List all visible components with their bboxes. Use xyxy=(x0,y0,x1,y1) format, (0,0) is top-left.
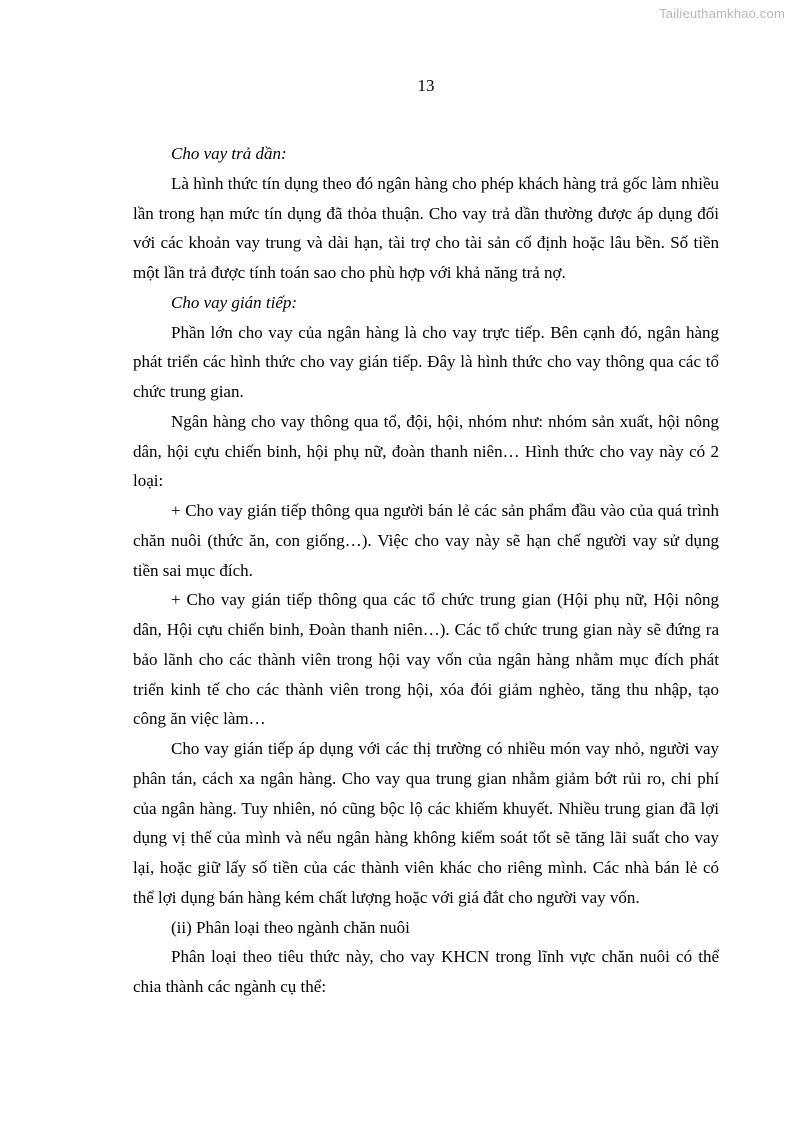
paragraph: Phân loại theo tiêu thức này, cho vay KHCN trong lĩnh vực chăn nuôi có thể chia thành các ngành cụ thể: xyxy=(133,947,719,996)
paragraph: Ngân hàng cho vay thông qua tổ, đội, hội, nhóm như: nhóm sản xuất, hội nông dân, hội cựu chiến binh, hội phụ nữ, đoàn thanh niên… Hình thức cho vay này có 2 loại: xyxy=(133,411,719,491)
watermark: Tailieuthamkhao.com xyxy=(659,6,785,21)
paragraph: Phần lớn cho vay của ngân hàng là cho vay trực tiếp. Bên cạnh đó, ngân hàng phát triển các hình thức cho vay gián tiếp. Đây là hình thức cho vay thông qua các tổ chức trung gian. xyxy=(133,322,719,401)
paragraph: Là hình thức tín dụng theo đó ngân hàng cho phép khách hàng trả gốc làm nhiều lần trong hạn mức tín dụng đã thỏa thuận. Cho vay trả dần thường được áp dụng đối với các khoản vay trung và dài hạn, tài trợ cho tài sản cố định hoặc lâu bền. Số tiền một lần trả được tính toán sao cho phù hợp với khả năng trả nợ. xyxy=(133,173,719,282)
heading-cho-vay-gian-tiep: Cho vay gián tiếp: xyxy=(171,292,298,312)
paragraph: Cho vay gián tiếp áp dụng với các thị trường có nhiều món vay nhỏ, người vay phân tán, cách xa ngân hàng. Cho vay qua trung gian nhằm giảm bớt rủi ro, chi phí của ngân hàng. Tuy nhiên, nó cũng bộc lộ các khiếm khuyết. Nhiều trung gian đã lợi dụng vị thế của mình và nếu ngân hàng không kiểm soát tốt sẽ tăng lãi suất cho vay lại, hoặc giữ lấy số tiền của các thành viên khác cho riêng mình. Các nhà bán lẻ có thể lợi dụng bán hàng kém chất lượng hoặc với giá đắt cho người vay vốn. xyxy=(133,739,719,907)
section-heading: (ii) Phân loại theo ngành chăn nuôi xyxy=(171,917,410,937)
list-item: + Cho vay gián tiếp thông qua các tổ chức trung gian (Hội phụ nữ, Hội nông dân, Hội cựu chiến binh, Đoàn thanh niên…). Các tổ chức trung gian này sẽ đứng ra bảo lãnh cho các thành viên trong hội vay vốn của ngân hàng nhằm mục đích phát triển kinh tế cho các thành viên trong hội, xóa đói giảm nghèo, tăng thu nhập, tạo công ăn việc làm… xyxy=(133,590,719,729)
heading-cho-vay-tra-dan: Cho vay trả dần: xyxy=(171,144,287,163)
document-body xyxy=(133,139,719,1002)
list-item: + Cho vay gián tiếp thông qua người bán lẻ các sản phẩm đầu vào của quá trình chăn nuôi (thức ăn, con giống…). Việc cho vay này sẽ hạn chế người vay sử dụng tiền sai mục đích. xyxy=(133,501,719,580)
page-number: 13 xyxy=(417,76,435,95)
